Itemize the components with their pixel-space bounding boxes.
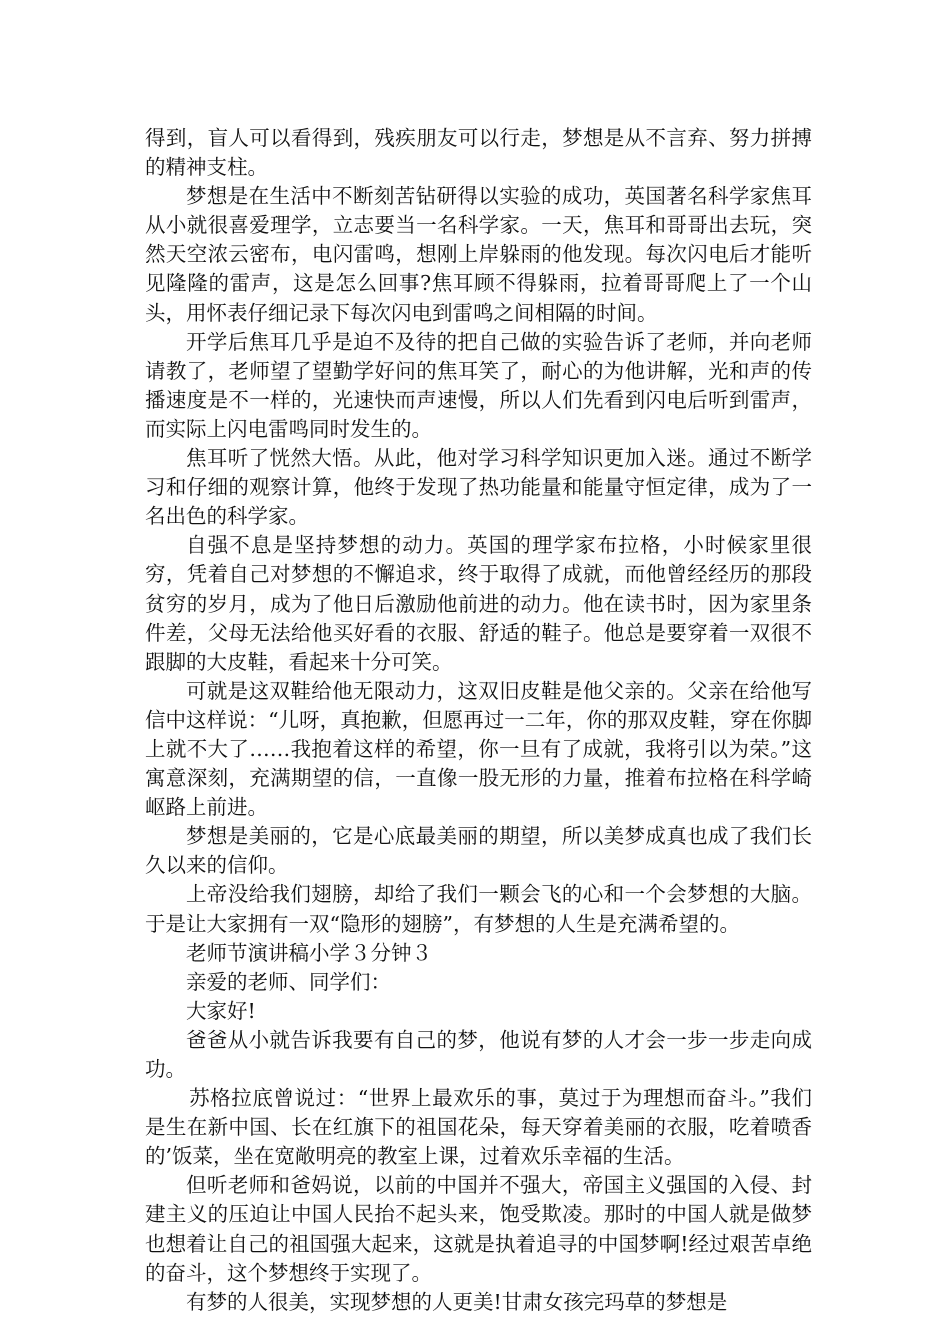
- paragraph: 但听老师和爸妈说，以前的中国并不强大，帝国主义强国的入侵、封建主义的压迫让中国人民抬不起头来，饱受欺凌。那时的中国人就是做梦也想着让自己的祖国强大起来，这就是执着追寻的中国梦啊!经过艰苦卓绝的奋斗，这个梦想终于实现了。: [145, 1173, 812, 1285]
- paragraph: 苏格拉底曾说过：“世界上最欢乐的事，莫过于为理想而奋斗。”我们是生在新中国、长在红旗下的祖国花朵，每天穿着美丽的衣服，吃着喷香的’饭菜，坐在宽敞明亮的教室上课，过着欢乐幸福的生活。: [145, 1086, 812, 1169]
- paragraph: 开学后焦耳几乎是迫不及待的把自己做的实验告诉了老师，并向老师请教了，老师望了望勤学好问的焦耳笑了，耐心的为他讲解，光和声的传播速度是不一样的，光速快而声速慢，所以人们先看到闪电后听到雷声，而实际上闪电雷鸣同时发生的。: [145, 329, 812, 441]
- paragraph: 有梦的人很美，实现梦想的人更美!甘肃女孩完玛草的梦想是: [186, 1289, 728, 1314]
- paragraph: 自强不息是坚持梦想的动力。英国的理学家布拉格，小时候家里很穷，凭着自己对梦想的不懈追求，终于取得了成就，而他曾经经历的那段贫穷的岁月，成为了他日后激励他前进的动力。他在读书时，因为家里条件差，父母无法给他买好看的衣服、舒适的鞋子。他总是要穿着一双很不跟脚的大皮鞋，看起来十分可笑。: [145, 533, 812, 674]
- speech-title: 老师节演讲稿小学３分钟３: [186, 940, 432, 965]
- paragraph: 上帝没给我们翅膀，却给了我们一颗会飞的心和一个会梦想的大脑。于是让大家拥有一双“隐形的翅膀”，有梦想的人生是充满希望的。: [145, 882, 812, 936]
- paragraph: 梦想是在生活中不断刻苦钻研得以实验的成功，英国著名科学家焦耳从小就很喜爱理学，立志要当一名科学家。一天，焦耳和哥哥出去玩，突然天空浓云密布，电闪雷鸣，想刚上岸躲雨的他发现。每次闪电后才能听见隆隆的雷声，这是怎么回事?焦耳顾不得躲雨，拉着哥哥爬上了一个山头，用怀表仔细记录下每次闪电到雷鸣之间相隔的时间。: [145, 184, 812, 325]
- paragraph: 梦想是美丽的，它是心底最美丽的期望，所以美梦成真也成了我们长久以来的信仰。: [145, 824, 812, 878]
- paragraph: 得到，盲人可以看得到，残疾朋友可以行走，梦想是从不言弃、努力拼搏的精神支柱。: [145, 126, 812, 180]
- paragraph: 焦耳听了恍然大悟。从此，他对学习科学知识更加入迷。通过不断学习和仔细的观察计算，他终于发现了热功能量和能量守恒定律，成为了一名出色的科学家。: [145, 446, 812, 529]
- paragraph: 爸爸从小就告诉我要有自己的梦，他说有梦的人才会一步一步走向成功。: [145, 1027, 812, 1081]
- paragraph: 可就是这双鞋给他无限动力，这双旧皮鞋是他父亲的。父亲在给他写信中这样说：“儿呀，真抱歉，但愿再过一二年，你的那双皮鞋，穿在你脚上就不大了……我抱着这样的希望，你一旦有了成就，我将引以为荣。”这寓意深刻，充满期望的信，一直像一股无形的力量，推着布拉格在科学崎岖路上前进。: [145, 678, 812, 820]
- greeting: 大家好!: [186, 998, 256, 1023]
- document-page: [145, 124, 812, 1317]
- salutation: 亲爱的老师、同学们：: [186, 969, 391, 994]
